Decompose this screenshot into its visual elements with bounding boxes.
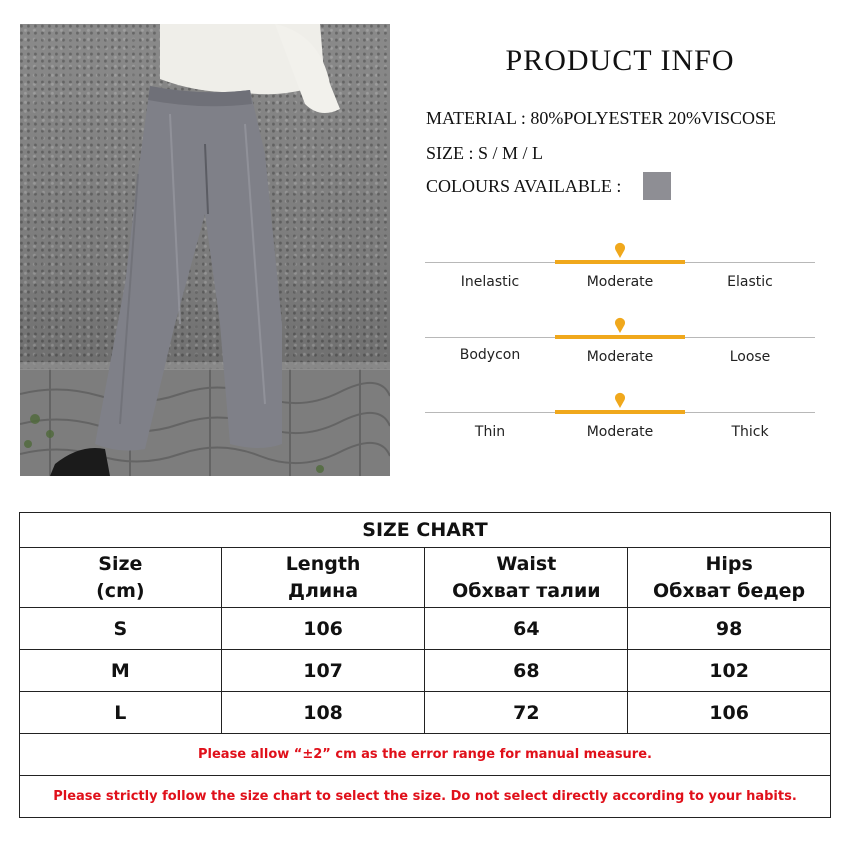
colour-swatch-grey bbox=[643, 172, 671, 200]
scale-label-right: Thick bbox=[731, 424, 769, 440]
header-waist-line1: Waist bbox=[496, 552, 557, 575]
cell-hips: 98 bbox=[628, 608, 831, 650]
size-chart-title-row bbox=[20, 513, 831, 548]
product-photo bbox=[20, 24, 390, 476]
scale-selected-bar bbox=[555, 335, 685, 339]
header-length-line1: Length bbox=[285, 552, 361, 575]
pin-marker-icon bbox=[614, 392, 626, 408]
scale-label-right: Elastic bbox=[727, 274, 773, 290]
cell-length: 106 bbox=[221, 608, 425, 650]
header-hips-line2: Обхват бедер bbox=[653, 579, 806, 602]
header-waist-line2: Обхват талии bbox=[452, 579, 601, 602]
fit-scale bbox=[425, 314, 815, 374]
cell-hips: 102 bbox=[628, 650, 831, 692]
size-chart-header-row bbox=[20, 548, 831, 608]
thickness-scale bbox=[425, 389, 815, 449]
scale-label-left: Thin bbox=[474, 424, 506, 440]
cell-size: S bbox=[20, 608, 222, 650]
header-size-line1: Size bbox=[98, 552, 143, 575]
cell-waist: 64 bbox=[425, 608, 628, 650]
product-info-title: PRODUCT INFO bbox=[505, 44, 735, 77]
scale-label-left: Inelastic bbox=[460, 274, 520, 290]
scale-label-middle: Moderate bbox=[586, 274, 654, 290]
note-row bbox=[20, 734, 831, 776]
header-hips bbox=[628, 548, 831, 608]
measure-error-note: Please allow “±2” cm as the error range for manual measure. bbox=[20, 734, 831, 776]
scale-label-right: Loose bbox=[729, 349, 771, 365]
cell-waist: 72 bbox=[425, 692, 628, 734]
cell-waist: 68 bbox=[425, 650, 628, 692]
pin-marker-icon bbox=[614, 317, 626, 333]
scale-label-middle: Moderate bbox=[586, 424, 654, 440]
size-chart-title: SIZE CHART bbox=[20, 513, 831, 548]
cell-size: M bbox=[20, 650, 222, 692]
note-row bbox=[20, 776, 831, 818]
scale-selected-bar bbox=[555, 260, 685, 264]
header-length-line2: Длина bbox=[288, 579, 359, 602]
cell-size: L bbox=[20, 692, 222, 734]
trousers-illustration bbox=[20, 24, 390, 476]
cell-length: 107 bbox=[221, 650, 425, 692]
colours-text: COLOURS AVAILABLE : bbox=[426, 176, 622, 196]
material-text: MATERIAL : 80%POLYESTER 20%VISCOSE bbox=[426, 108, 777, 128]
size-chart-table bbox=[19, 512, 831, 818]
scale-selected-bar bbox=[555, 410, 685, 414]
header-waist bbox=[425, 548, 628, 608]
scale-label-left: Bodycon bbox=[459, 347, 521, 363]
header-size-line2: (cm) bbox=[96, 579, 145, 602]
table-row bbox=[20, 608, 831, 650]
size-text: SIZE : S / M / L bbox=[426, 143, 544, 163]
cell-hips: 106 bbox=[628, 692, 831, 734]
header-hips-line1: Hips bbox=[705, 552, 753, 575]
cell-length: 108 bbox=[221, 692, 425, 734]
header-size bbox=[20, 548, 222, 608]
table-row bbox=[20, 650, 831, 692]
scale-label-middle: Moderate bbox=[586, 349, 654, 365]
size-selection-note: Please strictly follow the size chart to select the size. Do not select directly according to your habits. bbox=[20, 776, 831, 818]
elasticity-scale bbox=[425, 239, 815, 299]
header-length bbox=[221, 548, 425, 608]
table-row bbox=[20, 692, 831, 734]
pin-marker-icon bbox=[614, 242, 626, 258]
